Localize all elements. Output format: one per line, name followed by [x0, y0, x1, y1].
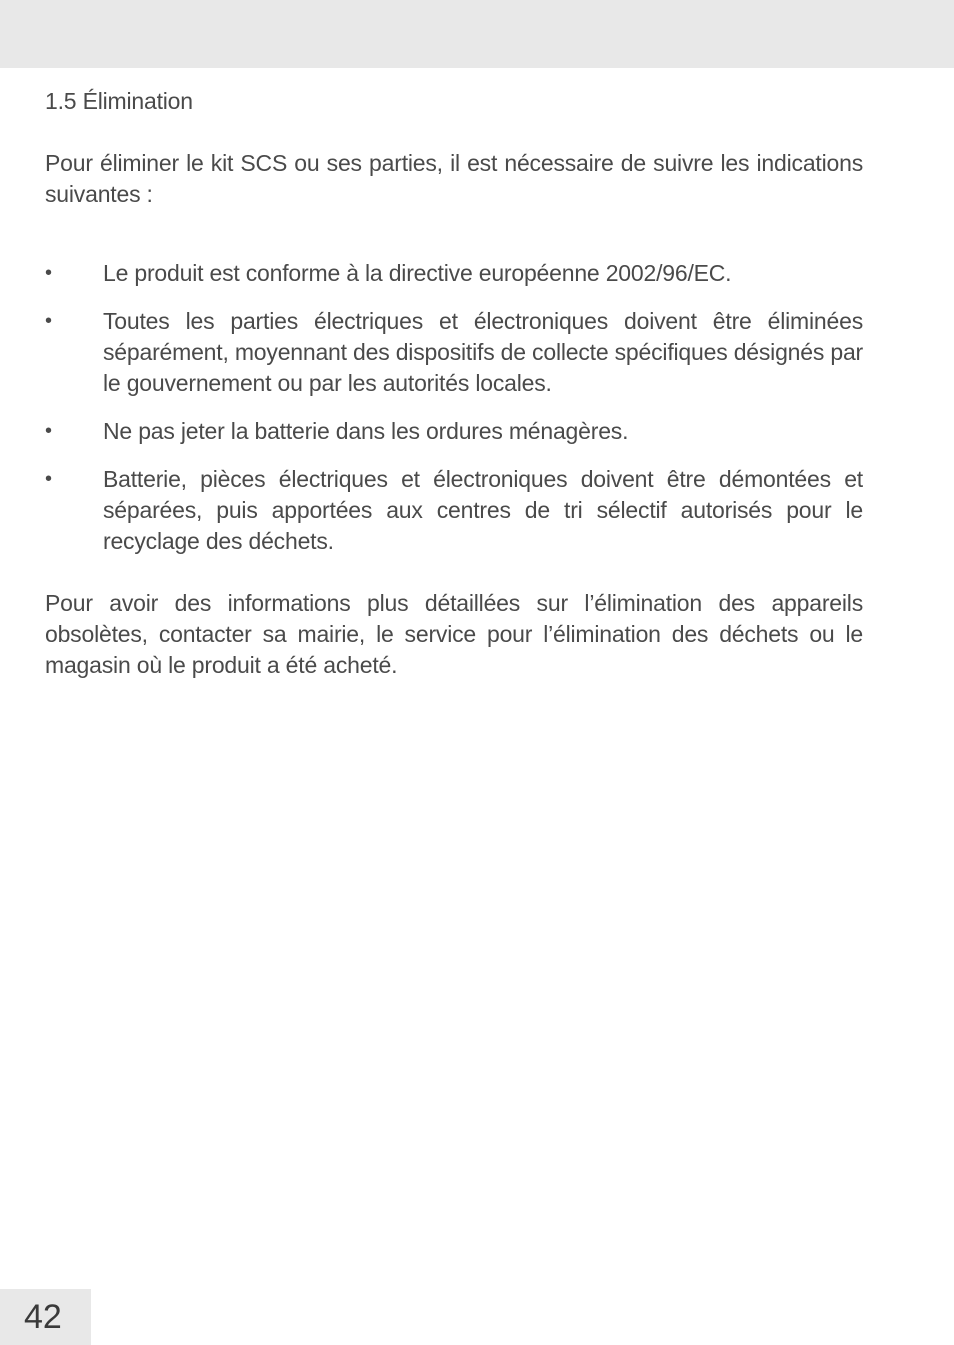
page-number-box — [0, 1289, 91, 1345]
header-band — [0, 0, 954, 68]
closing-paragraph: Pour avoir des informations plus détaillées sur l’élimination des appareils obsolètes, contacter sa mairie, le service pour l’élimination des déchets ou le magasin où le produit a été acheté. — [45, 590, 863, 678]
bullet-icon: • — [45, 468, 52, 490]
bullet-list — [45, 258, 863, 557]
list-item — [45, 416, 863, 447]
bullet-icon: • — [45, 420, 52, 442]
bullet-icon: • — [45, 310, 52, 332]
section-title: 1.5 Élimination — [45, 88, 193, 114]
list-item-text: Le produit est conforme à la directive européenne 2002/96/EC. — [103, 260, 732, 286]
list-item-text: Batterie, pièces électriques et électroniques doivent être démontées et séparées, puis apportées aux centres de tri sélectif autorisés pour le recyclage des déchets. — [103, 466, 863, 554]
intro-paragraph: Pour éliminer le kit SCS ou ses parties, il est nécessaire de suivre les indications suivantes : — [45, 150, 863, 207]
list-item — [45, 306, 863, 399]
page-number: 42 — [24, 1298, 62, 1336]
page-content — [45, 86, 863, 681]
list-item — [45, 464, 863, 557]
list-item-text: Ne pas jeter la batterie dans les ordures ménagères. — [103, 418, 629, 444]
list-item-text: Toutes les parties électriques et électroniques doivent être éliminées séparément, moyennant des dispositifs de collecte spécifiques désignés par le gouvernement ou par les autorités locales. — [103, 308, 863, 396]
list-item — [45, 258, 863, 289]
bullet-icon: • — [45, 262, 52, 284]
